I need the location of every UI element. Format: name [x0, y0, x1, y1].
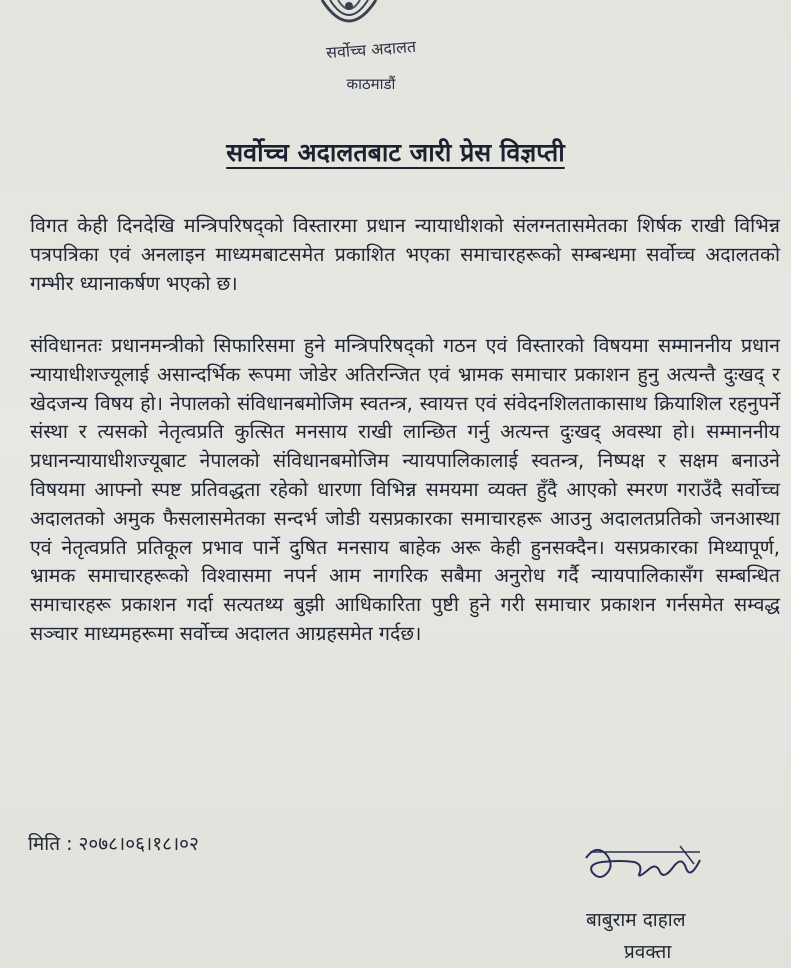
seal-city-name: काठमाडौं [346, 75, 396, 93]
court-emblem-seal [318, 0, 380, 28]
press-release-title-wrap [0, 135, 791, 169]
signer-role: प्रवक्ता [624, 941, 672, 963]
handwritten-signature [578, 838, 710, 888]
paragraph-intro: विगत केही दिनदेखि मन्त्रिपरिषद्को विस्तारमा प्रधान न्यायाधीशको संलग्नतासमेतका शिर्षक राखी विभिन्न पत्रपत्रिका एवं अनलाइन माध्यमबाटसमेत प्रकाशित भएका समाचारहरूको सम्बन्धमा सर्वोच्च अदालतको गम्भीर ध्यानाकर्षण भएको छ। [30, 214, 780, 295]
signer-name: बाबुराम दाहाल [586, 909, 686, 931]
seal-court-name: सर्वोच्च अदालत [325, 36, 417, 63]
paragraph-main: संविधानतः प्रधानमन्त्रीको सिफारिसमा हुने मन्त्रिपरिषद्को गठन एवं विस्तारको विषयमा सम्माननीय प्रधान न्यायाधीशज्यूलाई असान्दर्भिक रूपमा जोडेर अतिरन्जित एवं भ्रामक समाचार प्रकाशन हुनु अत्यन्तै दुःखद् र खेदजन्य विषय हो। नेपालको संविधानबमोजिम स्वतन्त्र, स्वायत्त एवं संवेदनशिलताकासाथ क्रियाशिल रहनुपर्ने संस्था र त्यसको नेतृत्वप्रति कुत्सित मनसाय राखी लान्छित गर्नु अत्यन्त दुःखद् अवस्था हो। सम्माननीय प्रधानन्यायाधीशज्यूबाट नेपालको संविधानबमोजिम न्यायपालिकालाई स्वतन्त्र, निष्पक्ष र सक्षम बनाउने विषयमा आफ्नो स्पष्ट प्रतिवद्धता रहेको धारणा विभिन्न समयमा व्यक्त हुँदै आएको स्मरण गराउँदै सर्वोच्च अदालतको अमुक फैसलासमेतका सन्दर्भ जोडी यसप्रकारका समाचारहरू आउनु अदालतप्रतिको जनआस्था एवं नेतृत्वप्रति प्रतिकूल प्रभाव पार्ने दुषित मनसाय बाहेक अरू केही हुनसक्दैन। यसप्रकारका मिथ्यापूर्ण, भ्रामक समाचारहरूको विश्वासमा नपर्न आम नागरिक सबैमा अनुरोध गर्दै न्यायपालिकासँग सम्बन्धित समाचारहरू प्रकाशन गर्दा सत्यतथ्य बुझी आधिकारिता पुष्टी हुने गरी समाचार प्रकाशन गर्नसमेत सम्वद्ध सञ्चार माध्यमहरूमा सर्वोच्च अदालत आग्रहसमेत गर्दछ। [30, 334, 780, 645]
release-date: मिति : २०७८।०६।१८।०२ [28, 833, 199, 855]
press-release-title: सर्वोच्च अदालतबाट जारी प्रेस विज्ञप्ती [226, 138, 565, 167]
